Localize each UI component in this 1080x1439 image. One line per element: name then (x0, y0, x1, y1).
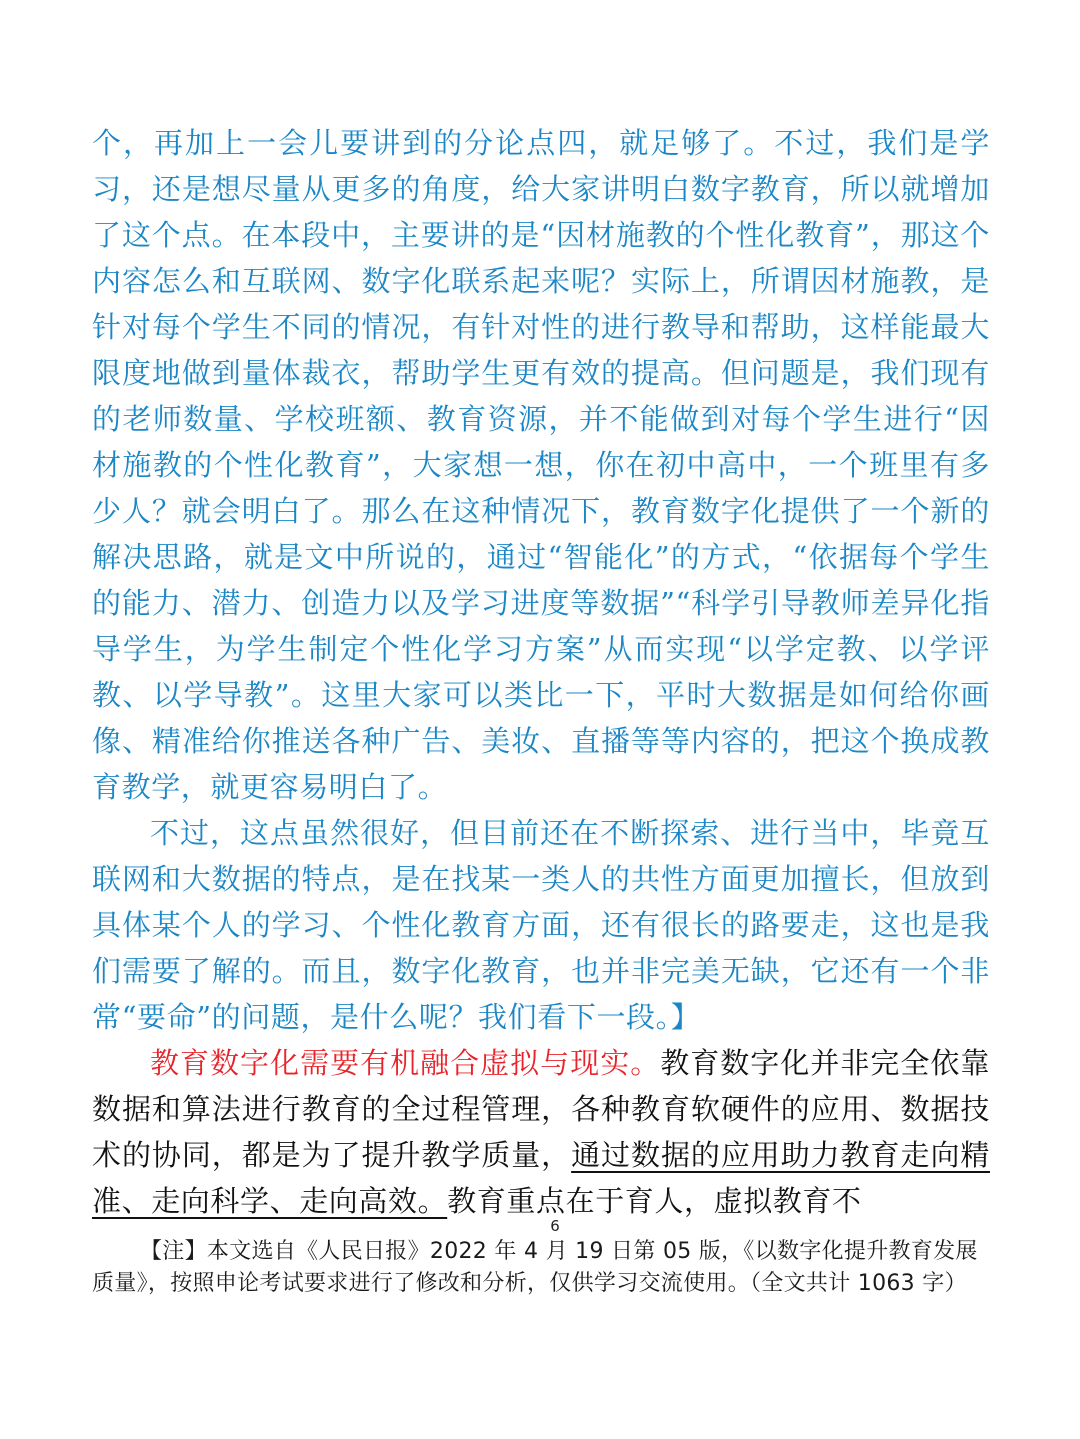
article-paragraph (92, 1040, 990, 1224)
commentary-paragraph: 不过，这点虽然很好，但目前还在不断探索、进行当中，毕竟互联网和大数据的特点，是在找某一类人的共性方面更加擅长，但放到具体某个人的学习、个性化教育方面，还有很长的路要走，这也是我们需要了解的。而且，数字化教育，也并非完美无缺，它还有一个非常“要命”的问题，是什么呢？我们看下一段。】 (92, 816, 990, 1034)
underlined-key-sentence: 通过数据的应用助力教育走向精准、走向科学、走向高效。 (92, 1138, 990, 1218)
article-text: 教育数字化并非完全依靠数据和算法进行教育的全过程管理，各种教育软硬件的应用、数据技术的协同，都是为了提升教学质量， (92, 1046, 990, 1172)
article-text: 教育重点在于育人，虚拟教育不 (447, 1184, 862, 1218)
footnote: 【注】本文选自《人民日报》2022 年 4 月 19 日第 05 版，《以数字化提升教育发展质量》，按照申论考试要求进行了修改和分析，仅供学习交流使用。（全文共计 1063 字） (92, 1239, 978, 1296)
paragraph-heading: 教育数字化需要有机融合虚拟与现实。 (150, 1046, 661, 1080)
page-number: 6 (550, 1217, 560, 1235)
commentary-paragraph: 个，再加上一会儿要讲到的分论点四，就足够了。不过，我们是学习，还是想尽量从更多的角度，给大家讲明白数字教育，所以就增加了这个点。在本段中，主要讲的是“因材施教的个性化教育”，那这个内容怎么和互联网、数字化联系起来呢？实际上，所谓因材施教，是针对每个学生不同的情况，有针对性的进行教导和帮助，这样能最大限度地做到量体裁衣，帮助学生更有效的提高。但问题是，我们现有的老师数量、学校班额、教育资源，并不能做到对每个学生进行“因材施教的个性化教育”，大家想一想，你在初中高中，一个班里有多少人？就会明白了。那么在这种情况下，教育数字化提供了一个新的解决思路，就是文中所说的，通过“智能化”的方式，“依据每个学生的能力、潜力、创造力以及学习进度等数据”“科学引导教师差异化指导学生，为学生制定个性化学习方案”从而实现“以学定教、以学评教、以学导教”。这里大家可以类比一下，平时大数据是如何给你画像、精准给你推送各种广告、美妆、直播等等内容的，把这个换成教育教学，就更容易明白了。 (92, 126, 990, 804)
document-body (92, 120, 990, 1224)
